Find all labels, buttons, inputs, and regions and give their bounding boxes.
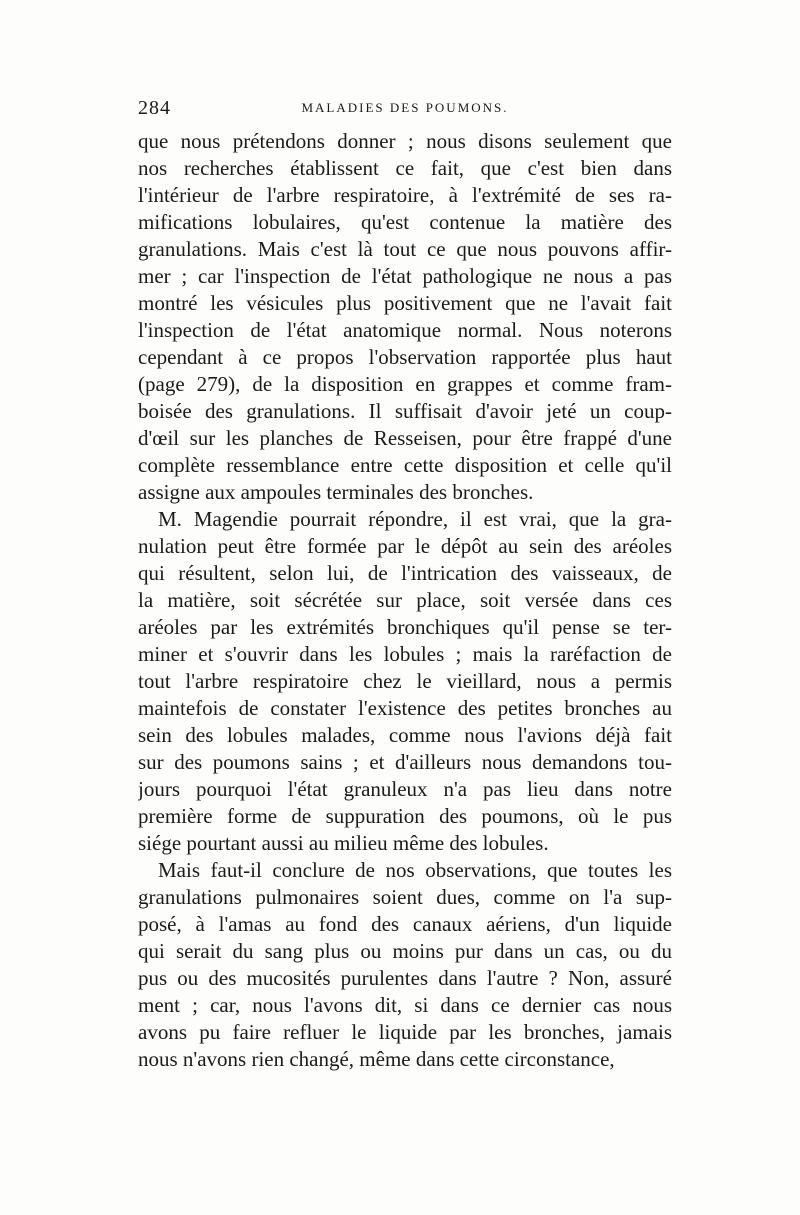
page-number: 284 bbox=[138, 97, 171, 119]
running-head bbox=[138, 96, 672, 120]
paragraph bbox=[138, 128, 672, 506]
text-line: sur des poumons sains ; et d'ailleurs nous demandons tou- bbox=[138, 750, 672, 774]
text-line: qui serait du sang plus ou moins pur dans un cas, ou du bbox=[138, 939, 672, 963]
text-line: aréoles par les extrémités bronchiques qu'il pense se ter- bbox=[138, 615, 672, 639]
body-text bbox=[138, 128, 672, 1073]
text-line: maintefois de constater l'existence des petites bronches au bbox=[138, 696, 672, 720]
text-line: granulations. Mais c'est là tout ce que nous pouvons affir- bbox=[138, 237, 672, 261]
text-line: première forme de suppuration des poumons, où le pus bbox=[138, 804, 672, 828]
text-line: cependant à ce propos l'observation rapportée plus haut bbox=[138, 345, 672, 369]
text-line: avons pu faire refluer le liquide par les bronches, jamais bbox=[138, 1020, 672, 1044]
text-line: M. Magendie pourrait répondre, il est vrai, que la gra- bbox=[158, 507, 672, 531]
text-line: d'œil sur les planches de Resseisen, pour être frappé d'une bbox=[138, 426, 672, 450]
running-title: MALADIES DES POUMONS. bbox=[301, 100, 509, 115]
text-line: que nous prétendons donner ; nous disons seulement que bbox=[138, 129, 672, 153]
text-line: complète ressemblance entre cette disposition et celle qu'il bbox=[138, 453, 672, 477]
text-line: montré les vésicules plus positivement que ne l'avait fait bbox=[138, 291, 672, 315]
text-line: ment ; car, nous l'avons dit, si dans ce dernier cas nous bbox=[138, 993, 672, 1017]
text-line: granulations pulmonaires soient dues, comme on l'a sup- bbox=[138, 885, 672, 909]
text-line: la matière, soit sécrétée sur place, soit versée dans ces bbox=[138, 588, 672, 612]
text-line: jours pourquoi l'état granuleux n'a pas lieu dans notre bbox=[138, 777, 672, 801]
text-line: nos recherches établissent ce fait, que c'est bien dans bbox=[138, 156, 672, 180]
text-line: l'intérieur de l'arbre respiratoire, à l'extrémité de ses ra- bbox=[138, 183, 672, 207]
text-line: siége pourtant aussi au milieu même des lobules. bbox=[138, 831, 549, 855]
text-line: sein des lobules malades, comme nous l'avions déjà fait bbox=[138, 723, 672, 747]
text-line: boisée des granulations. Il suffisait d'avoir jeté un coup- bbox=[138, 399, 672, 423]
text-line: (page 279), de la disposition en grappes et comme fram- bbox=[138, 372, 672, 396]
text-line: mifications lobulaires, qu'est contenue la matière des bbox=[138, 210, 672, 234]
text-line: nulation peut être formée par le dépôt au sein des aréoles bbox=[138, 534, 672, 558]
text-line: mer ; car l'inspection de l'état pathologique ne nous a pas bbox=[138, 264, 672, 288]
paragraph bbox=[138, 506, 672, 857]
text-line: l'inspection de l'état anatomique normal. Nous noterons bbox=[138, 318, 672, 342]
text-line: Mais faut-il conclure de nos observations, que toutes les bbox=[158, 858, 672, 882]
text-line: posé, à l'amas au fond des canaux aériens, d'un liquide bbox=[138, 912, 672, 936]
text-line: miner et s'ouvrir dans les lobules ; mais la raréfaction de bbox=[138, 642, 672, 666]
text-line: qui résultent, selon lui, de l'intrication des vaisseaux, de bbox=[138, 561, 672, 585]
text-line: pus ou des mucosités purulentes dans l'autre ? Non, assuré bbox=[138, 966, 672, 990]
paragraph bbox=[138, 857, 672, 1073]
text-line: tout l'arbre respiratoire chez le vieillard, nous a permis bbox=[138, 669, 672, 693]
text-line: assigne aux ampoules terminales des bronches. bbox=[138, 480, 534, 504]
text-line: nous n'avons rien changé, même dans cette circonstance, bbox=[138, 1047, 615, 1071]
